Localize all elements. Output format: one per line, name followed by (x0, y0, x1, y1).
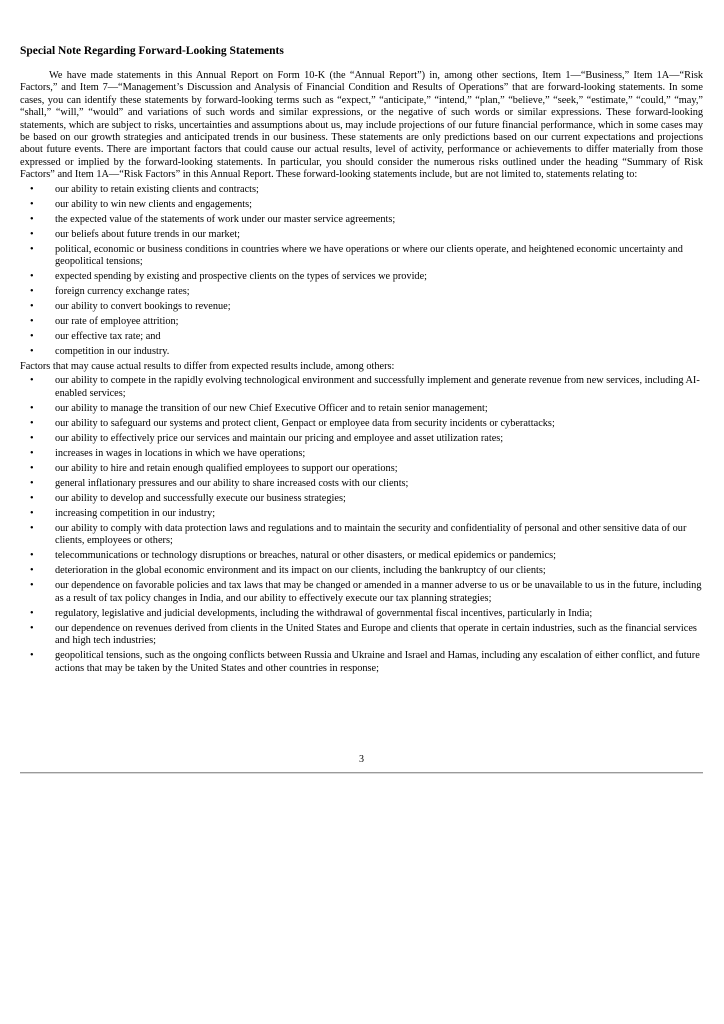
list-item-text: geopolitical tensions, such as the ongoing conflicts between Russia and Ukraine and Israel and Hamas, including any escalation of either conflict, and future actions that may be taken by the United States and other countries in response; (55, 650, 700, 674)
list-item (20, 433, 703, 445)
list-item-text: our effective tax rate; and (55, 331, 161, 343)
list-item (20, 199, 703, 211)
bullet-icon: • (30, 492, 34, 504)
bullet-icon: • (30, 607, 34, 619)
bullet-icon: • (30, 565, 34, 577)
list-item-text: our rate of employee attrition; (55, 316, 179, 328)
intro-paragraph: We have made statements in this Annual Report on Form 10-K (the “Annual Report”) in, among other sections, Item 1—“Business,” Item 1A—“Risk Factors,” and Item 7—“Management’s Discussion and Analysis of Financial Condition and Results of Operations” that are forward-looking statements. In some cases, you can identify these statements by forward-looking terms such as “expect,” “anticipate,” “intend,” “plan,” “believe,” “seek,” “estimate,” “could,” “may,” “shall,” “will,” “would” and variations of such words and similar expressions, or the negative of such words or similar expressions. These forward-looking statements, which are subject to risks, uncertainties and assumptions about us, may include projections of our future financial performance, which in some cases may be based on our growth strategies and anticipated trends in our business. These statements are only predictions based on our current expectations and projections about future events. There are important factors that could cause our actual results, level of activity, performance or achievements to differ materially from those expressed or implied by the forward-looking statements. In particular, you should consider the numerous risks outlined under the heading “Summary of Risk Factors” and Item 1A—“Risk Factors” in this Annual Report. These forward-looking statements include, but are not limited to, statements relating to: (20, 70, 703, 181)
bullet-icon: • (30, 417, 34, 429)
bullet-icon: • (30, 402, 34, 414)
list-item (20, 448, 703, 460)
list-item (20, 608, 703, 620)
bullet-icon: • (30, 183, 34, 195)
list-item-text: our ability to safeguard our systems and protect client, Genpact or employee data from security incidents or cyberattacks; (55, 417, 555, 429)
list-item (20, 229, 703, 241)
bullet-icon: • (30, 432, 34, 444)
page-divider (20, 772, 703, 774)
list-item-text: our ability to retain existing clients and contracts; (55, 183, 259, 195)
bullet-icon: • (30, 316, 34, 328)
list-item-text: our dependence on revenues derived from clients in the United States and Europe and clients that operate in certain industries, such as the financial services and high tech industries; (55, 622, 697, 647)
bullet-icon: • (30, 346, 34, 358)
list-item (20, 244, 703, 269)
list-item (20, 565, 703, 577)
page-number: 3 (359, 754, 364, 765)
list-item-text: increasing competition in our industry; (55, 507, 216, 519)
list-item-text: our beliefs about future trends in our market; (55, 228, 241, 240)
list-item-text: increases in wages in locations in which we have operations; (55, 447, 306, 459)
bullet-icon: • (30, 271, 34, 283)
list-item (20, 346, 703, 358)
list-item-text: our ability to win new clients and engagements; (55, 198, 253, 210)
list-item-text: telecommunications or technology disruptions or breaches, natural or other disasters, or medical epidemics or pandemics; (55, 550, 556, 562)
bullet-icon: • (30, 286, 34, 298)
list-item-text: our ability to hire and retain enough qualified employees to support our operations; (55, 462, 398, 474)
list-item-text: our ability to compete in the rapidly evolving technological environment and successfully implement and generate revenue from new services, including AI-enabled services; (55, 375, 700, 399)
list-item (20, 550, 703, 562)
bullet-icon: • (30, 228, 34, 240)
bullet-icon: • (30, 580, 34, 592)
list-item (20, 508, 703, 520)
list-item (20, 523, 703, 548)
list-item-text: deterioration in the global economic environment and its impact on our clients, including the bankruptcy of our clients; (55, 565, 546, 577)
list-item (20, 375, 703, 400)
list-item (20, 463, 703, 475)
factors-intro: Factors that may cause actual results to differ from expected results include, among others: (20, 361, 395, 373)
list-item-text: our ability to comply with data protection laws and regulations and to maintain the security and confidentiality of personal and other sensitive data of our clients, employees or others; (55, 522, 687, 547)
bullet-icon: • (30, 550, 34, 562)
list-item-text: regulatory, legislative and judicial developments, including the withdrawal of governmental fiscal incentives, particularly in India; (55, 607, 593, 619)
list-item (20, 650, 703, 675)
list-item-text: foreign currency exchange rates; (55, 286, 190, 298)
list-item-text: our ability to effectively price our services and maintain our pricing and employee and asset utilization rates; (55, 432, 504, 444)
list-item (20, 331, 703, 343)
document-page (20, 44, 703, 678)
bullet-icon: • (30, 622, 34, 634)
list-item-text: expected spending by existing and prospective clients on the types of services we provide; (55, 271, 428, 283)
statements-list (20, 184, 703, 359)
list-item (20, 316, 703, 328)
bullet-icon: • (30, 198, 34, 210)
list-item (20, 184, 703, 196)
list-item-text: general inflationary pressures and our ability to share increased costs with our clients; (55, 477, 409, 489)
bullet-icon: • (30, 447, 34, 459)
bullet-icon: • (30, 301, 34, 313)
bullet-icon: • (30, 331, 34, 343)
list-item (20, 580, 703, 605)
section-heading: Special Note Regarding Forward-Looking Statements (20, 45, 284, 57)
list-item-text: our dependence on favorable policies and tax laws that may be changed or amended in a manner adverse to us or be unavailable to us in the future, including as a result of tax policy changes in India, and our ability to effectively execute our tax planning strategies; (55, 580, 702, 604)
list-item (20, 271, 703, 283)
bullet-icon: • (30, 243, 34, 255)
list-item-text: political, economic or business conditions in countries where we have operations or where our clients operate, and heightened economic uncertainty and geopolitical tensions; (55, 243, 683, 268)
bullet-icon: • (30, 650, 34, 662)
factors-list (20, 375, 703, 674)
list-item (20, 418, 703, 430)
list-item-text: our ability to develop and successfully execute our business strategies; (55, 492, 346, 504)
list-item-text: our ability to manage the transition of our new Chief Executive Officer and to retain senior management; (55, 402, 488, 414)
list-item-text: competition in our industry. (55, 346, 170, 358)
list-item (20, 301, 703, 313)
bullet-icon: • (30, 462, 34, 474)
bullet-icon: • (30, 375, 34, 387)
list-item (20, 493, 703, 505)
list-item-text: the expected value of the statements of work under our master service agreements; (55, 213, 396, 225)
list-item (20, 214, 703, 226)
list-item-text: our ability to convert bookings to revenue; (55, 301, 231, 313)
list-item (20, 623, 703, 648)
bullet-icon: • (30, 522, 34, 534)
bullet-icon: • (30, 477, 34, 489)
bullet-icon: • (30, 213, 34, 225)
list-item (20, 286, 703, 298)
list-item (20, 478, 703, 490)
bullet-icon: • (30, 507, 34, 519)
list-item (20, 403, 703, 415)
